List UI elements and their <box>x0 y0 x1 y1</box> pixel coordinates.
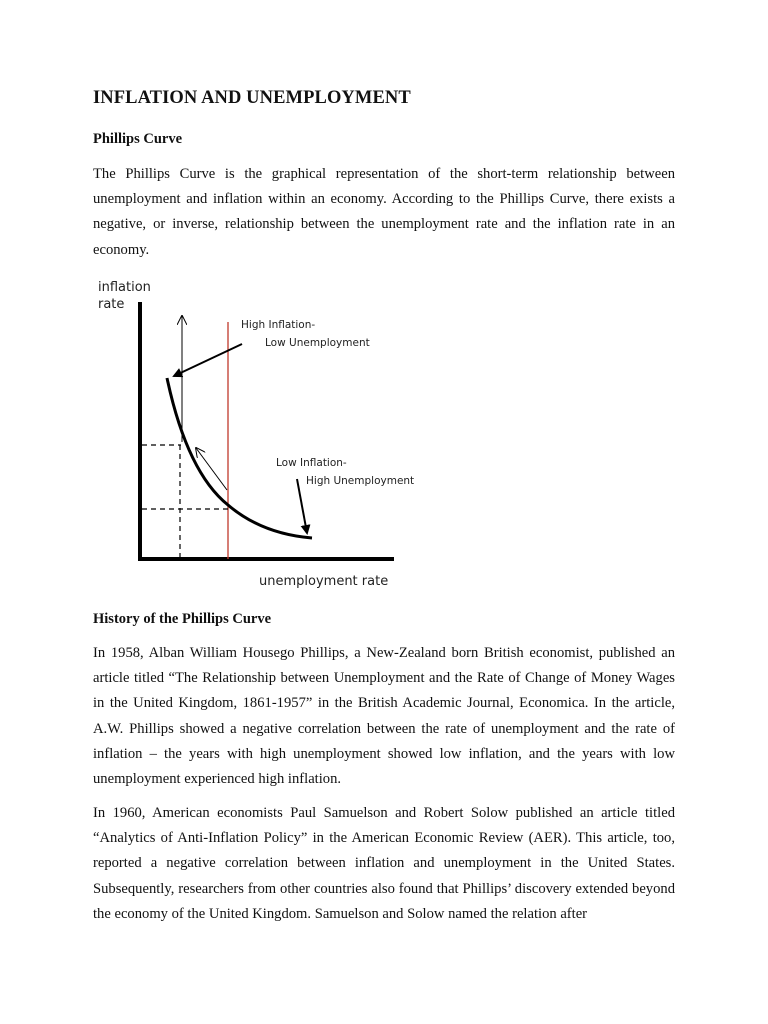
section-heading-history: History of the Phillips Curve <box>93 611 272 627</box>
paragraph-history-1958: In 1958, Alban William Housego Phillips, a New-Zealand born British economist, published an article titled “The Relationship between Unemployment and the Rate of Change of Money Wages in the United Kingdom, 1861-1957” in the British Academic Journal, Economica. In the article, A.W. Phillips showed a negative correlation between the rate of unemployment and the rate of inflation – the years with high unemployment showed low inflation, and the years with low unemployment experienced high inflation. <box>93 645 675 788</box>
y-axis-label-line2: rate <box>98 297 125 312</box>
section-heading-phillips-curve: Phillips Curve <box>93 131 183 147</box>
annotation-high-inflation: High Inflation- <box>241 319 316 331</box>
annotation-high-unemployment: High Unemployment <box>306 475 415 487</box>
annotation-low-unemployment: Low Unemployment <box>265 337 370 349</box>
x-axis-label: unemployment rate <box>259 574 389 589</box>
paragraph-history-1960: In 1960, American economists Paul Samuelson and Robert Solow published an article titled “Analytics of Anti-Inflation Policy” in the American Economic Review (AER). This article, too, reported a negative correlation between inflation and unemployment in the United States. Subsequently, researchers from other countries also found that Phillips’ discovery extended beyond the economy of the United Kingdom. Samuelson and Solow named the relation after <box>93 805 675 922</box>
paragraph-phillips-curve-definition: The Phillips Curve is the graphical representation of the short-term relationship between unemployment and inflation within an economy. According to the Phillips Curve, there exists a negative, or inverse, relationship between the unemployment rate and the inflation rate in an economy. <box>93 166 675 258</box>
document-title: INFLATION AND UNEMPLOYMENT <box>93 88 411 108</box>
annotation-low-inflation: Low Inflation- <box>276 457 347 469</box>
phillips-curve-svg <box>92 272 432 594</box>
diagonal-arrow <box>196 448 227 490</box>
high-inflation-pointer-arrow <box>174 344 242 376</box>
phillips-curve-diagram <box>92 272 432 594</box>
y-axis-label-line1: inflation <box>98 280 151 295</box>
low-inflation-pointer-arrow <box>297 479 307 533</box>
